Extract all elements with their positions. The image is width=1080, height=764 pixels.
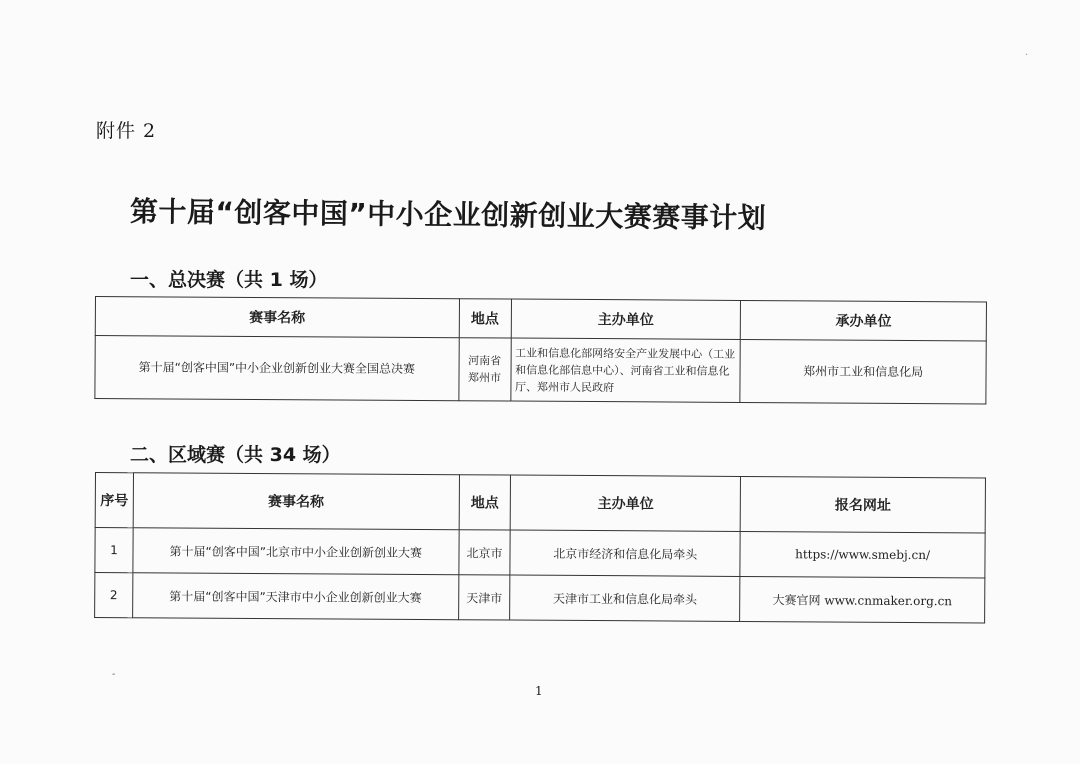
header-registration-url: 报名网址 [740, 476, 985, 532]
section-heading-regional: 二、区域赛（共 34 场） [130, 444, 341, 466]
table-row [95, 528, 985, 578]
cell-event-name: 第十届“创客中国”北京市中小企业创新创业大赛 [133, 528, 459, 575]
finals-table [94, 296, 987, 404]
header-host: 主办单位 [511, 475, 741, 531]
cell-host: 工业和信息化部网络安全产业发展中心（工业和信息化部信息中心）、河南省工业和信息化厅、郑州市人民政府 [510, 338, 740, 402]
cell-event-name: 第十届“创客中国”天津市中小企业创新创业大赛 [133, 573, 459, 620]
header-location: 地点 [459, 299, 511, 338]
cell-number: 2 [95, 573, 133, 618]
scan-mark: - [112, 669, 116, 680]
table-header-row [95, 297, 986, 341]
cell-location: 河南省郑州市 [458, 338, 510, 401]
cell-location: 北京市 [458, 530, 510, 575]
header-host: 主办单位 [511, 299, 741, 339]
cell-number: 1 [95, 528, 133, 573]
header-number: 序号 [95, 473, 133, 528]
header-location: 地点 [459, 475, 511, 530]
cell-registration-url: https://www.smebj.cn/ [740, 531, 985, 577]
attachment-label: 附件 2 [96, 120, 157, 142]
regional-table [94, 472, 986, 623]
header-event-name: 赛事名称 [133, 473, 459, 530]
table-header-row [95, 473, 985, 533]
table-row [95, 336, 986, 404]
cell-host: 天津市工业和信息化局牵头 [510, 575, 740, 621]
page-number: 1 [535, 684, 543, 698]
header-organizer: 承办单位 [741, 300, 987, 341]
header-event-name: 赛事名称 [95, 297, 459, 338]
cell-organizer: 郑州市工业和信息化局 [740, 339, 986, 403]
cell-host: 北京市经济和信息化局牵头 [510, 530, 740, 576]
table-row [95, 573, 985, 623]
cell-location: 天津市 [458, 575, 510, 620]
scan-mark: · [1025, 50, 1029, 61]
section-heading-finals: 一、总决赛（共 1 场） [130, 269, 328, 291]
document-title: 第十届“创客中国”中小企业创新创业大赛赛事计划 [129, 195, 767, 235]
cell-event-name: 第十届“创客中国”中小企业创新创业大赛全国总决赛 [95, 336, 459, 401]
cell-registration-url: 大赛官网 www.cnmaker.org.cn [740, 576, 985, 622]
